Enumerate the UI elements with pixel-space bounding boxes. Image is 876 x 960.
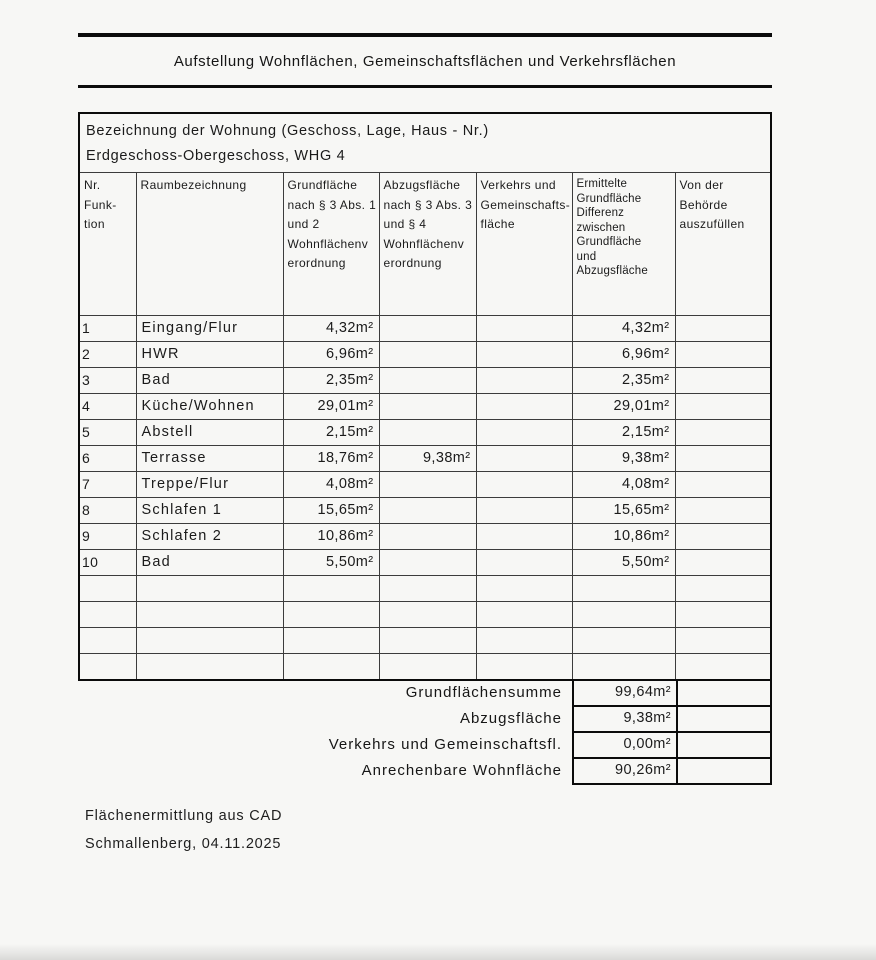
cell-grundflaeche: 29,01m² [283,393,379,419]
cell-grundflaeche: 2,15m² [283,419,379,445]
header-line: fläche [480,217,515,231]
cell-ermittelte-grundflaeche: 6,96m² [572,341,675,367]
cell-empty [476,601,572,627]
header-line: und 2 [287,217,320,231]
cell-empty [283,575,379,601]
cell-raumbezeichnung: Bad [136,549,283,575]
summary-row-abzugsflaeche [78,705,772,733]
header-line: nach § 3 Abs. 1 [287,197,377,212]
cell-nr: 3 [80,367,136,393]
footer-source-line: Flächenermittlung aus CAD [85,808,283,824]
cell-raumbezeichnung: Abstell [136,419,283,445]
header-line: erordnung [287,256,346,270]
cell-empty [572,575,675,601]
summary-label: Grundflächensumme [405,684,562,701]
header-line: Von der [679,178,724,192]
summary-label: Verkehrs und Gemeinschaftsfl. [328,736,562,753]
cell-ermittelte-grundflaeche: 5,50m² [572,549,675,575]
cell-empty [572,627,675,653]
summary-behoerde-box [678,705,772,733]
table-header [80,173,770,315]
table-row [80,471,770,497]
header-line: und [576,250,597,263]
cell-nr: 10 [80,549,136,575]
cell-verkehrsflaeche [476,471,572,497]
cell-empty [80,627,136,653]
cell-verkehrsflaeche [476,445,572,471]
cell-grundflaeche: 15,65m² [283,497,379,523]
summary-row-anrechenbare-wohnflaeche [78,757,772,785]
cell-empty [283,601,379,627]
cell-raumbezeichnung: Küche/Wohnen [136,393,283,419]
cell-behoerde [675,341,770,367]
summary-block [78,679,772,785]
summary-value: 90,26m² [572,757,678,785]
cell-behoerde [675,367,770,393]
column-header-abzugsflaeche [379,173,476,315]
cell-empty [572,653,675,679]
cell-ermittelte-grundflaeche: 9,38m² [572,445,675,471]
table-row [80,523,770,549]
cell-nr: 5 [80,419,136,445]
column-header-grundflaeche [283,173,379,315]
cell-empty [675,575,770,601]
cell-nr: 2 [80,341,136,367]
cell-raumbezeichnung: Treppe/Flur [136,471,283,497]
cell-abzugsflaeche [379,367,476,393]
table-body [80,315,770,679]
cell-ermittelte-grundflaeche: 4,08m² [572,471,675,497]
cell-raumbezeichnung: Bad [136,367,283,393]
table-row [80,341,770,367]
summary-label: Anrechenbare Wohnfläche [361,762,562,779]
cell-empty [283,653,379,679]
summary-behoerde-box [678,679,772,707]
header-line: auszufüllen [679,217,745,231]
cell-empty [136,575,283,601]
cell-abzugsflaeche [379,549,476,575]
column-header-raumbezeichnung [136,173,283,315]
cell-empty [379,627,476,653]
table-row [80,315,770,341]
cell-verkehrsflaeche [476,315,572,341]
cell-empty [283,627,379,653]
summary-behoerde-box [678,757,772,785]
cell-abzugsflaeche: 9,38m² [379,445,476,471]
table-row [80,445,770,471]
table-row-empty [80,653,770,679]
cell-behoerde [675,393,770,419]
title-rule-bottom [78,85,772,88]
cell-verkehrsflaeche [476,549,572,575]
footer-place-date-line: Schmallenberg, 04.11.2025 [85,836,282,852]
cell-empty [476,575,572,601]
cell-grundflaeche: 18,76m² [283,445,379,471]
cell-verkehrsflaeche [476,367,572,393]
cell-raumbezeichnung: HWR [136,341,283,367]
cell-nr: 6 [80,445,136,471]
cell-empty [476,653,572,679]
cell-empty [136,653,283,679]
cell-behoerde [675,549,770,575]
header-line: Nr. [84,178,101,192]
header-line: Wohnflächenv [383,236,465,251]
designation-label: Bezeichnung der Wohnung (Geschoss, Lage, Haus - Nr.) [86,123,489,139]
column-header-verkehrsflaeche [476,173,572,315]
header-row [80,173,770,315]
header-line: Ermittelte [576,178,628,190]
table-row [80,419,770,445]
cell-grundflaeche: 10,86m² [283,523,379,549]
cell-behoerde [675,315,770,341]
summary-row-grundflaechensumme [78,679,772,707]
header-line: Gemeinschafts- [480,197,571,212]
cell-abzugsflaeche [379,341,476,367]
area-table-grid [80,173,770,679]
cell-grundflaeche: 4,32m² [283,315,379,341]
cell-abzugsflaeche [379,471,476,497]
cell-empty [675,653,770,679]
cell-nr: 1 [80,315,136,341]
cell-ermittelte-grundflaeche: 10,86m² [572,523,675,549]
area-table [78,112,772,681]
header-line: zwischen [576,221,626,234]
cell-raumbezeichnung: Terrasse [136,445,283,471]
summary-value: 9,38m² [572,705,678,733]
header-line: Grundfläche [576,236,642,248]
cell-ermittelte-grundflaeche: 15,65m² [572,497,675,523]
cell-behoerde [675,523,770,549]
designation-block [80,114,770,173]
column-header-behoerde [675,173,770,315]
cell-abzugsflaeche [379,497,476,523]
cell-grundflaeche: 4,08m² [283,471,379,497]
table-row [80,549,770,575]
cell-grundflaeche: 5,50m² [283,549,379,575]
cell-empty [572,601,675,627]
cell-behoerde [675,497,770,523]
table-row [80,393,770,419]
cell-grundflaeche: 2,35m² [283,367,379,393]
cell-abzugsflaeche [379,523,476,549]
cell-abzugsflaeche [379,393,476,419]
page-title: Aufstellung Wohnflächen, Gemeinschaftsflächen und Verkehrsflächen [173,53,677,70]
header-line: Funk- [84,197,117,212]
cell-behoerde [675,471,770,497]
header-line: Verkehrs und [480,178,557,192]
header-line: Raumbezeichnung [140,178,247,192]
cell-empty [80,653,136,679]
footer-block [78,802,772,858]
summary-behoerde-box [678,731,772,759]
cell-empty [379,575,476,601]
summary-label: Abzugsfläche [459,710,562,727]
header-line: Abzugsfläche [383,178,461,192]
cell-verkehrsflaeche [476,393,572,419]
cell-empty [476,627,572,653]
cell-empty [379,653,476,679]
column-header-nr [80,173,136,315]
column-header-ermittelte-grundflaeche [572,173,675,315]
header-line: tion [84,217,105,231]
cell-empty [675,627,770,653]
summary-row-verkehrsflaeche [78,731,772,759]
cell-abzugsflaeche [379,419,476,445]
cell-empty [675,601,770,627]
cell-abzugsflaeche [379,315,476,341]
cell-empty [80,575,136,601]
cell-nr: 9 [80,523,136,549]
header-line: Grundfläche [287,178,358,192]
header-line: erordnung [383,256,442,270]
table-row [80,497,770,523]
cell-raumbezeichnung: Eingang/Flur [136,315,283,341]
cell-verkehrsflaeche [476,497,572,523]
cell-ermittelte-grundflaeche: 4,32m² [572,315,675,341]
header-line: Abzugsfläche [576,265,648,277]
cell-empty [136,627,283,653]
designation-value: Erdgeschoss-Obergeschoss, WHG 4 [86,148,346,164]
summary-value: 99,64m² [572,679,678,707]
cell-empty [136,601,283,627]
header-line: Differenz [576,207,625,219]
cell-raumbezeichnung: Schlafen 2 [136,523,283,549]
cell-empty [379,601,476,627]
table-row [80,367,770,393]
header-line: Grundfläche [576,192,642,205]
cell-ermittelte-grundflaeche: 2,15m² [572,419,675,445]
header-line: und § 4 [383,217,427,231]
cell-ermittelte-grundflaeche: 2,35m² [572,367,675,393]
cell-nr: 8 [80,497,136,523]
cell-behoerde [675,445,770,471]
header-line: nach § 3 Abs. 3 [383,197,473,212]
table-row-empty [80,627,770,653]
cell-nr: 4 [80,393,136,419]
table-row-empty [80,601,770,627]
header-line: Wohnflächenv [287,236,369,251]
cell-verkehrsflaeche [476,419,572,445]
header-line: Behörde [679,197,728,212]
cell-verkehrsflaeche [476,523,572,549]
cell-grundflaeche: 6,96m² [283,341,379,367]
cell-nr: 7 [80,471,136,497]
cell-verkehrsflaeche [476,341,572,367]
cell-ermittelte-grundflaeche: 29,01m² [572,393,675,419]
cell-raumbezeichnung: Schlafen 1 [136,497,283,523]
summary-value: 0,00m² [572,731,678,759]
document-page [78,0,772,858]
cell-behoerde [675,419,770,445]
table-row-empty [80,575,770,601]
cell-empty [80,601,136,627]
